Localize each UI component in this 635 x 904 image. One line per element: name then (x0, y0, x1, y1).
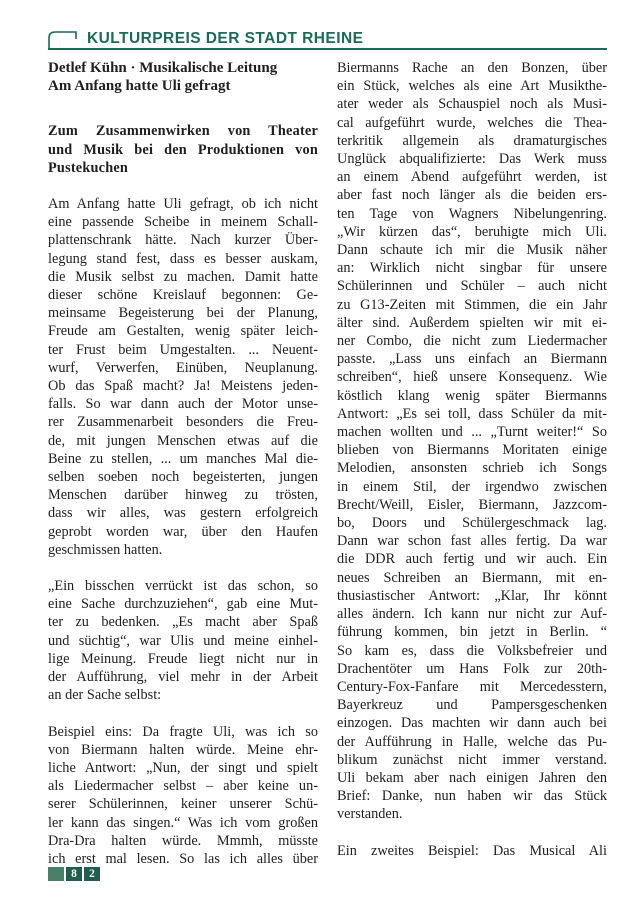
page-marker-block (48, 867, 64, 881)
text-line: Biermanns Rache an den Bonzen, über (337, 60, 607, 76)
text-line: Unglück abqualifizierte: Das Werk muss (337, 151, 607, 168)
paragraph (48, 577, 318, 704)
paragraph (337, 59, 607, 824)
article-byline (48, 59, 318, 95)
text-line: de, mit jungen Menschen etwas auf die (48, 432, 318, 449)
text-line: Uli bekam aber nach einigen Jahren den (337, 769, 607, 786)
text-line: schreiben“, hieß unsere Konsequenz. Wie (337, 369, 607, 386)
text-line: lige Meinung. Freude liegt nicht nur in (48, 650, 318, 667)
text-line: selben soeben noch begeisterten, jungen (48, 469, 318, 486)
text-line: an: Wirklich nicht singbar für unsere (337, 260, 607, 277)
text-line: thusiastischer Antwort: „Klar, Ihr könnt (337, 587, 607, 604)
text-line: Dra-Dra halten würde. Mmmh, müsste (48, 832, 318, 849)
text-line: terkritik allgemein als dramaturgisches (337, 132, 607, 149)
text-line: die DDR auch fertig und wir auch. Ein (337, 551, 607, 568)
text-line: ater weder als Schauspiel noch als Musi- (337, 96, 607, 113)
text-line: führung kommen, bin jetzt in Berlin. “ (337, 624, 607, 641)
text-line: der Aufführung in Halle, welche das Pu- (337, 733, 607, 750)
text-line: als Liedermacher selbst – aber keine un- (48, 778, 318, 795)
text-line: plattenschrank hätte. Nach kurzer Über- (48, 232, 318, 249)
text-line: Century-Fox-Fanfare mit Mercedesstern, (337, 678, 607, 695)
header-divider (48, 48, 607, 50)
page-number (48, 867, 102, 881)
text-line: passte. „Lass uns einfach an Biermann (337, 351, 607, 368)
text-line: geprobt worden war, über den Haufen (48, 523, 318, 540)
text-line: „Ein bisschen verrückt ist das schon, so (48, 578, 318, 595)
text-line: ler kann das singen.“ Was ich vom großen (48, 814, 318, 831)
text-line: Schülerinnen und Schüler – auch nicht (337, 278, 607, 295)
text-line: Dann schaute ich mir die Musik näher (337, 242, 607, 259)
text-line: machen wollten und ... „Turnt weiter!“ So (337, 424, 607, 441)
text-line: rer Zusammenarbeit besonders die Freu- (48, 414, 318, 431)
text-line: „Wir kürzen das“, beruhigte mich Uli. (337, 223, 607, 240)
text-line: ten Tage von Wagners Nibelungenring. (337, 205, 607, 222)
text-line: und Musik bei den Produktionen von (48, 141, 318, 158)
text-line: Freude am Gestalten, wenig später leich- (48, 323, 318, 340)
text-line: meinsame Begeisterung bei der Planung, (48, 305, 318, 322)
text-line: wurf, Verwerfen, Einüben, Neuplanung. (48, 359, 318, 376)
text-line: Brecht/Weill, Eisler, Biermann, Jazzcom- (337, 496, 607, 513)
text-line: dieser schöne Kreislauf begonnen: Ge- (48, 287, 318, 304)
text-line: falls. So war dann auch der Motor unse- (48, 396, 318, 413)
paragraph (48, 195, 318, 559)
text-line: Antwort: „Es sei toll, dass Schüler da mit- (337, 405, 607, 422)
text-line: Am Anfang hatte Uli gefragt, ob ich nicht (48, 196, 318, 213)
text-line: Brief: Danke, nun haben wir das Stück (337, 788, 607, 805)
page-number-digit: 8 (66, 867, 82, 881)
text-line: Beine zu stellen, ... um manches Mal die- (48, 450, 318, 467)
left-column (48, 59, 318, 886)
text-line: cal aufgeführt wurde, welches die Thea- (337, 114, 607, 131)
page-header-title: KULTURPREIS DER STADT RHEINE (87, 30, 364, 47)
text-line: neues Schreiben an Biermann, mit en- (337, 569, 607, 586)
article-body (48, 59, 607, 886)
text-line: älter sind. Außerdem spielten wir mit ei- (337, 314, 607, 331)
text-line: So kam es, dass die Volksbefreier und (337, 642, 607, 659)
text-line: zu G13-Zeiten mit Stimmen, die ein Jahr (337, 296, 607, 313)
text-line: Ob das Spaß macht? Ja! Meistens jeden- (48, 378, 318, 395)
text-line: von Biermann halten würde. Meine ehr- (48, 741, 318, 758)
text-line: Detlef Kühn · Musikalische Leitung (48, 60, 278, 76)
text-line: Menschen darüber hinweg zu trösten, (48, 487, 318, 504)
text-line: an einem Abend aufgeführt werden, ist (337, 169, 607, 186)
text-line: geschmissen hatten. (48, 541, 163, 558)
text-line: Drachentöter um Hans Folk zur 20th- (337, 660, 607, 677)
text-line: die Musik selbst zu machen. Damit hatte (48, 268, 318, 285)
text-line: liche Antwort: „Nun, der singt und spielt (48, 759, 318, 776)
text-line: in einem Stil, der irgendwo zwischen (337, 478, 607, 495)
text-line: einzogen. Das machten wir dann auch bei (337, 715, 607, 732)
text-line: und süchtig“, war Ulis und meine einhel- (48, 632, 318, 649)
text-line: ich erst mal lesen. So las ich alles über (48, 850, 318, 867)
text-line: Melodien, ansonsten schrieb ich Songs (337, 460, 607, 477)
text-line: ter Frust beim Umgestalten. ... Neuent- (48, 341, 318, 358)
text-line: Pustekuchen (48, 159, 129, 176)
text-line: dass wir alles, was gestern erfolgreich (48, 505, 318, 522)
paragraph (337, 842, 607, 860)
text-line: serer Schülerinnen, keiner unserer Schü- (48, 796, 318, 813)
text-line: legung stand fest, dass es besser auskam, (48, 250, 318, 267)
paragraph (48, 723, 318, 869)
text-line: köstlich klang wenig später Biermanns (337, 387, 607, 404)
text-line: aber fast noch länger als die beiden ers- (337, 187, 607, 204)
article-subheading (48, 122, 318, 177)
text-line: Am Anfang hatte Uli gefragt (48, 78, 231, 95)
text-line: verstanden. (337, 806, 403, 823)
text-line: an der Sache selbst: (48, 687, 162, 704)
text-line: Dann war schon fast alles fertig. Da war (337, 533, 607, 550)
header-tab-icon (48, 29, 82, 54)
text-line: ein Stück, welches als eine Art Musikthe- (337, 78, 607, 95)
text-line: Ein zweites Beispiel: Das Musical Ali (337, 842, 607, 859)
text-line: eine passende Scheibe in meinem Schall- (48, 214, 318, 231)
text-line: alles ändern. Ich kann nur nicht zur Auf- (337, 606, 607, 623)
text-line: der Aufführung, viel mehr in der Arbeit (48, 669, 318, 686)
right-column (337, 59, 607, 886)
text-line: ner Combo, die nicht zum Liedermacher (337, 333, 607, 350)
text-line: blikum zunächst nicht immer verstand. (337, 751, 607, 768)
text-line: ter zu bedenken. „Es macht aber Spaß (48, 614, 318, 631)
text-line: eine Sache durchzuziehen“, gab eine Mut- (48, 596, 318, 613)
text-line: Beispiel eins: Da fragte Uli, was ich so (48, 723, 318, 740)
text-line: Zum Zusammenwirken von Theater (48, 123, 318, 140)
page-number-digit: 2 (84, 867, 100, 881)
text-line: bo, Doors und Schülergeschmack lag. (337, 515, 607, 532)
text-line: Bayerkreuz und Pampersgeschenken (337, 697, 607, 714)
text-line: blieben von Biermanns Moritaten einige (337, 442, 607, 459)
